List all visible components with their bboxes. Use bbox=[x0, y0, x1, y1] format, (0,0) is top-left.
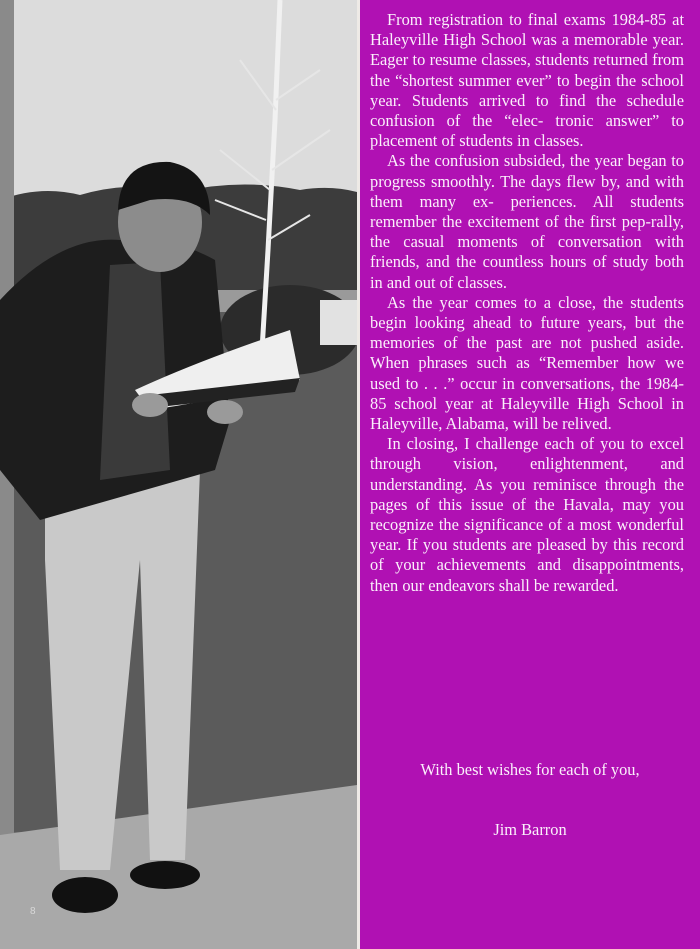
letter-panel bbox=[360, 0, 700, 949]
letter-paragraph: From registration to final exams 1984-85 at Haleyville High School was a memorable year. Eager to resume classes, students returned from the “shortest summer ever” to begin the school year. Students arrived to find the schedule confusion of the “elec- tronic answer” to placement of students in classes. bbox=[370, 10, 684, 151]
page-number: 8 bbox=[30, 906, 36, 917]
letter-signature: Jim Barron bbox=[493, 820, 567, 839]
letter-paragraph: As the year comes to a close, the students begin looking ahead to future years, but the memories of the past are not pushed aside. When phrases such as “Remember how we used to . . .” occur in conversations, the 1984-85 school year at Haleyville High School in Haleyville, Alabama, will be relived. bbox=[370, 292, 684, 434]
letter-body bbox=[370, 10, 684, 596]
letter-paragraph: As the confusion subsided, the year began to progress smoothly. The days flew by, and with them many ex- periences. All students remember the excitement of the first pep-rally, the casual moments of conversation with friends, and the countless hours of study both in and out of classes. bbox=[370, 151, 684, 292]
letter-closing: With best wishes for each of you, bbox=[420, 760, 640, 779]
letter-paragraph: In closing, I challenge each of you to excel through vision, enlightenment, and understanding. As you reminisce through the pages of this issue of the Havala, may you recognize the significance of a most wonderful year. If you students are pleased by this record of your achievements and disappointments, then our endeavors shall be rewarded. bbox=[370, 434, 684, 595]
